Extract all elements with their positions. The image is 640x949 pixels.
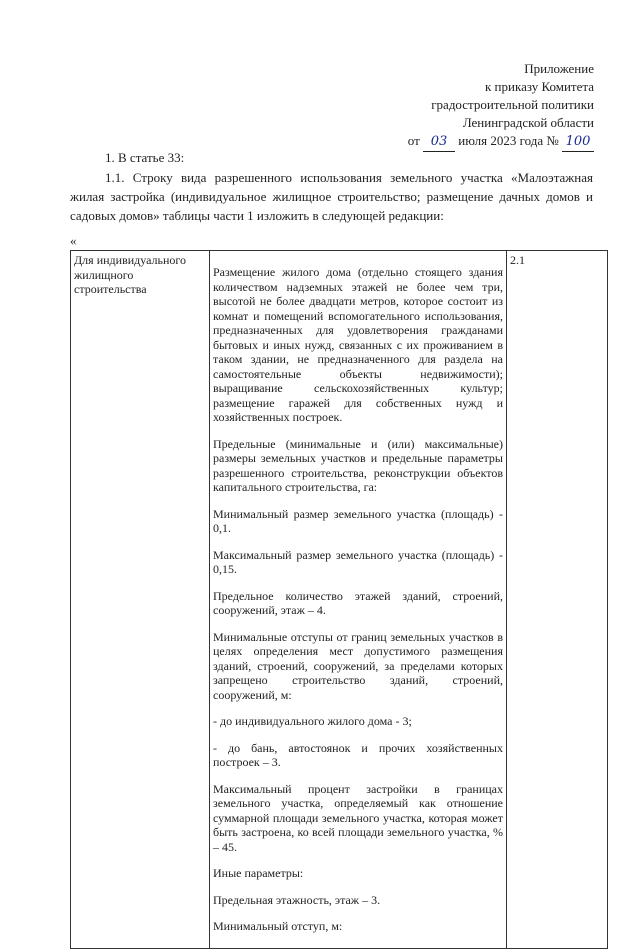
committee-name: градостроительной политики bbox=[431, 97, 594, 112]
order-reference: к приказу Комитета bbox=[484, 79, 594, 94]
usage-name-cell: Для индивидуального жилищного строительства bbox=[71, 251, 210, 949]
handwritten-day: 03 bbox=[423, 133, 455, 152]
description-paragraph: Предельные (минимальные и (или) максимальные) размеры земельных участков и предельные параметры разрешенного строительства, реконструкции объектов капитального строительства, га: bbox=[213, 436, 503, 494]
usage-description-cell bbox=[210, 251, 507, 949]
table-row bbox=[71, 251, 608, 949]
article-item: 1. В статье 33: bbox=[105, 150, 185, 165]
date-line bbox=[334, 132, 594, 152]
amendment-paragraph bbox=[70, 168, 593, 225]
region-name: Ленинградской области bbox=[462, 115, 594, 130]
date-suffix: июля 2023 года № bbox=[458, 133, 559, 148]
description-paragraph: Предельная этажность, этаж – 3. bbox=[213, 892, 381, 907]
amendment-text: 1.1. Строку вида разрешенного использования земельного участка «Малоэтажная жилая застройка (индивидуальное жилищное строительство; размещение дачных домов и садовых домов» таблицы части 1 изложить в следующей редакции: bbox=[70, 170, 593, 223]
description-paragraph: Максимальный процент застройки в границах земельного участка, определяемый как отношение суммарной площади земельного участка, которая может быть застроена, ко всей площади земельного участка, % – 45. bbox=[213, 781, 503, 854]
description-paragraph: Минимальный отступ, м: bbox=[213, 919, 343, 933]
handwritten-number: 100 bbox=[562, 133, 594, 152]
description-paragraph: Иные параметры: bbox=[213, 866, 304, 880]
date-prefix: от bbox=[407, 133, 420, 148]
appendix-title: Приложение bbox=[524, 61, 594, 76]
description-paragraph: Минимальные отступы от границ земельных участков в целях определения мест допустимого размещения зданий, строений, сооружений, за пределами которых запрещено строительство зданий, строений, сооружений, м: bbox=[213, 629, 503, 702]
description-paragraph: Размещение жилого дома (отдельно стоящего здания количеством надземных этажей не более чем три, высотой не более двадцати метров, которое состоит из комнат и помещений вспомогательного использования, предназначенных для удовлетворения гражданами бытовых и иных нужд, связанных с их проживанием в таком здании, не предназначенного для раздела на самостоятельные объекты недвижимости); выращивание сельскохозяйственных культур; размещение гаражей для собственных нужд и хозяйственных построек. bbox=[213, 265, 503, 424]
description-paragraph: - до индивидуального жилого дома - 3; bbox=[213, 714, 412, 728]
usage-table bbox=[70, 250, 608, 949]
description-paragraph: Минимальный размер земельного участка (площадь) - 0,1. bbox=[213, 506, 503, 535]
appendix-header bbox=[334, 60, 594, 152]
description-paragraph: Максимальный размер земельного участка (площадь) - 0,15. bbox=[213, 547, 503, 576]
usage-code-cell: 2.1 bbox=[507, 251, 608, 949]
open-quote: « bbox=[70, 233, 77, 248]
description-paragraph: Предельное количество этажей зданий, строений, сооружений, этаж – 4. bbox=[213, 588, 503, 617]
description-paragraph: - до бань, автостоянок и прочих хозяйственных построек – 3. bbox=[213, 740, 503, 769]
